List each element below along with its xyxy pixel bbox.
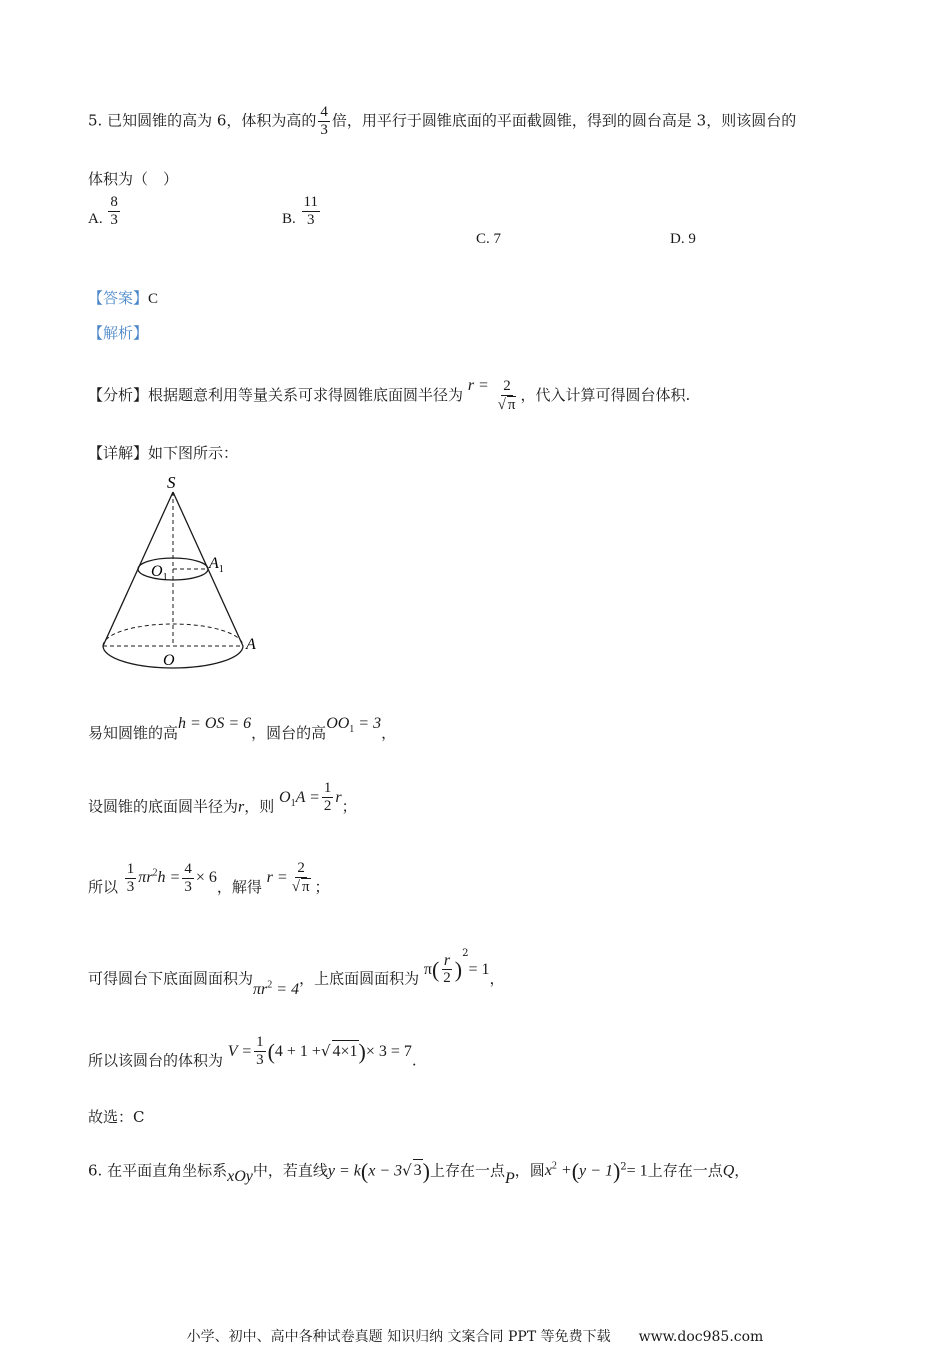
q5-text-b: 倍，用平行于圆锥底面的平面截圆锥，得到的圆台高是 3，则该圆台的 (331, 111, 797, 130)
choose-line: 故选：C (88, 1108, 145, 1126)
label-S: S (167, 473, 176, 492)
jiexi-tag: 【解析】 (88, 324, 149, 342)
label-O: O (163, 652, 175, 669)
analysis-line: 【分析】根据题意利用等量关系可求得圆锥底面圆半径为 r = $\frac{2}{√ \pi}$ ，代入计算可得圆台体积. (88, 377, 691, 413)
answer-line (88, 287, 158, 310)
step1-line: 易知圆锥的高h = OS = 6，圆台的高$OO_1 = 3$， (88, 715, 397, 742)
answer-tag: 【答案】 (88, 289, 149, 307)
q6-line1: 6. 在平面直角坐标系xOy中，若直线y = k(x − 3√ 3)上存在一点P，圆$x^2 +(y - 1)^2= 1$上存在一点Q， (88, 1158, 750, 1188)
footer-text: 小学、初中、高中各种试卷真题 知识归纳 文案合同 PPT 等免费下载 www.doc985.com (186, 1329, 764, 1345)
analysis-fraction: $\frac{2}{√ \pi}$ (497, 378, 516, 413)
step4-line: 可得圆台下底面圆面积为$\pi r^2 = 4$，上底面圆面积为 π( $\frac{r}{2}$ )$^2$= 1， (88, 947, 505, 998)
option-a[interactable]: A. $\frac{8}{3}$ (88, 194, 118, 228)
option-b-fraction: $\frac{11}{3}$ (303, 194, 318, 228)
q5-line1 (88, 104, 796, 139)
q5-line2: 体积为（ ） (88, 170, 179, 188)
q5-text-a: 5. 已知圆锥的高为 6，体积为高的 (88, 111, 317, 130)
option-d[interactable]: D. 9 (670, 231, 696, 247)
jiexi-line (88, 322, 148, 344)
cone-figure (95, 470, 275, 675)
q5-fraction: $\frac{4}{3}$ (320, 104, 328, 138)
option-c[interactable]: C. 7 (476, 231, 502, 247)
detail-line: 【详解】如下图所示： (88, 444, 239, 462)
label-O1: $O_1$ (151, 563, 168, 583)
option-a-fraction: $\frac{8}{3}$ (110, 194, 118, 228)
label-A: A (246, 636, 256, 653)
answer-value: C (148, 291, 159, 307)
step5-line: 所以该圆台的体积为 V = $\frac{1}{3}$ (4 + 1 +√ 4×1)× 3 = 7. (88, 1034, 417, 1070)
step3-line: 所以 $\frac{1}{3}$ $\pi r^2h$ = $\frac{4}{3}$ × 6，解得 r = $\frac{2}{√ \pi}$ ； (88, 860, 330, 896)
label-A1: $A_1$ (209, 555, 224, 575)
option-b[interactable]: B. $\frac{11}{3}$ (282, 194, 318, 228)
step2-line: 设圆锥的底面圆半径为r，则 $O_1A$ = $\frac{1}{2}$ r； (88, 780, 357, 816)
